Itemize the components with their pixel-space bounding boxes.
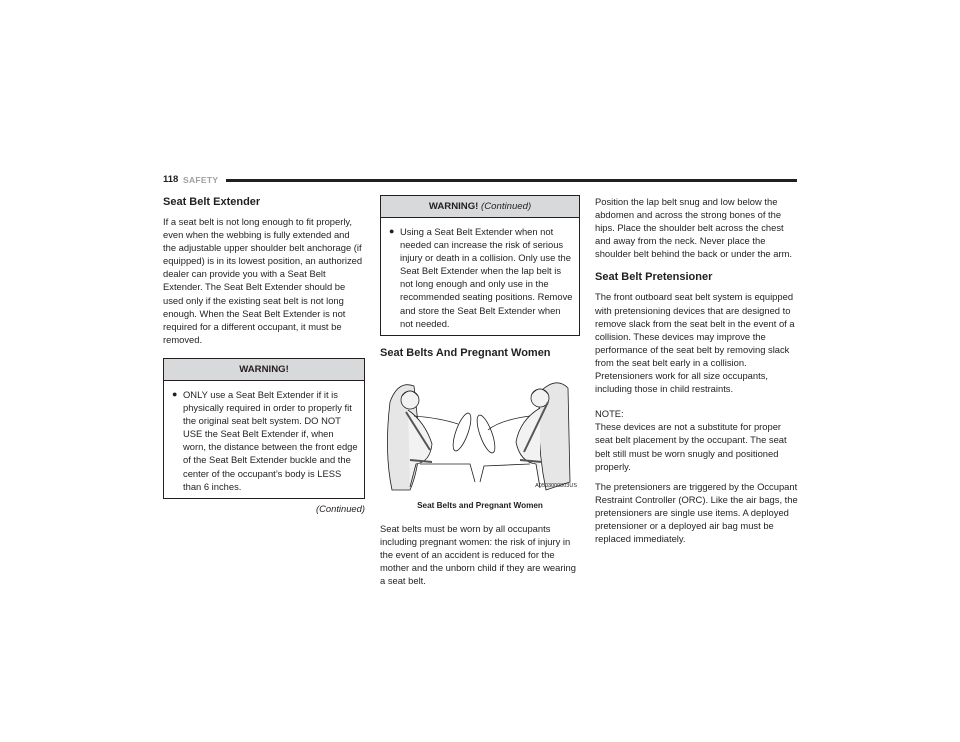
- pretensioner-paragraph: The front outboard seat belt system is equipped with pretensioning devices that are designed to remove slack from the seat belt in the event of a collision. These devices may improve the performance of the seat belt by removing slack from the seat belt early in a collision. Pretensioners work for all size occupants, including those in child restraints.: [595, 291, 795, 395]
- figure-code: A0503000803US: [535, 482, 577, 489]
- column-right: [595, 195, 800, 552]
- warning-title: WARNING!: [164, 359, 364, 381]
- header-rule: [226, 179, 797, 182]
- heading-seat-belt-extender: Seat Belt Extender: [163, 196, 261, 208]
- section-name: SAFETY: [183, 175, 219, 185]
- warning-title-text: WARNING!: [428, 201, 479, 212]
- pregnant-women-figure: [380, 372, 580, 497]
- bullet-icon: ●: [172, 388, 178, 399]
- bullet-icon: ●: [389, 226, 395, 236]
- extender-paragraph: If a seat belt is not long enough to fit properly, even when the webbing is fully extended and the adjustable upper shoulder belt anchorage (if equipped) is in its lowest position, an authorized dealer can provide you with a Seat Belt Extender. The Seat Belt Extender should be used only if the existing seat belt is not long enough. When the Seat Belt Extender is not required for a different occupant, it must be removed.: [163, 216, 363, 345]
- warning-bullet: [172, 388, 359, 493]
- column-middle: [380, 195, 580, 594]
- note-label: NOTE:: [595, 408, 624, 420]
- page-header: [163, 174, 797, 186]
- pregnant-women-illustration: [380, 372, 580, 497]
- heading-seat-belt-pretensioner: Seat Belt Pretensioner: [595, 271, 713, 284]
- warning-box: [163, 358, 365, 499]
- warning-title-continued: [381, 196, 579, 218]
- warning-bullet-text: ONLY use a Seat Belt Extender if it is physically required in order to properly fit the original seat belt system. DO NOT USE the Seat Belt Extender if, when worn, the distance between the front edge of the Seat Belt Extender buckle and the center of the occupant’s body is LESS than 6 inches.: [183, 388, 358, 492]
- pregnant-women-paragraph: Seat belts must be worn by all occupants including pregnant women: the risk of injury in the event of an accident is reduced for the mother and the unborn child if they are wearing a seat belt.: [380, 522, 576, 587]
- heading-pregnant-women: Seat Belts And Pregnant Women: [380, 346, 551, 359]
- page-number: 118: [163, 174, 179, 185]
- warning-box-continued: [380, 195, 580, 336]
- continued-label: (Continued): [316, 502, 365, 514]
- warning-title-suffix: (Continued): [481, 201, 532, 212]
- note-text: These devices are not a substitute for proper seat belt placement by the occupant. The seat belt still must be worn snugly and positioned properly.: [595, 421, 787, 472]
- warning-bullet-text: Using a Seat Belt Extender when not needed can increase the risk of serious injury or death in a collision. Only use the Seat Belt Extender when the lap belt is not long enough and only use in the recommended seating positions. Remove and store the Seat Belt Extender when not needed.: [400, 226, 573, 329]
- figure-caption: Seat Belts and Pregnant Women: [417, 500, 543, 510]
- column-left: [163, 195, 365, 515]
- pretensioner-trigger-paragraph: The pretensioners are triggered by the Occupant Restraint Controller (ORC). Like the air bags, the pretensioners are single use items. A deployed pretensioner or a deployed air bag must be replaced immediately.: [595, 480, 798, 545]
- lap-belt-paragraph: Position the lap belt snug and low below the abdomen and across the strong bones of the hips. Place the shoulder belt across the chest and away from the neck. Never place the shoulder belt behind the back or under the arm.: [595, 196, 792, 260]
- warning-bullet: [389, 225, 574, 330]
